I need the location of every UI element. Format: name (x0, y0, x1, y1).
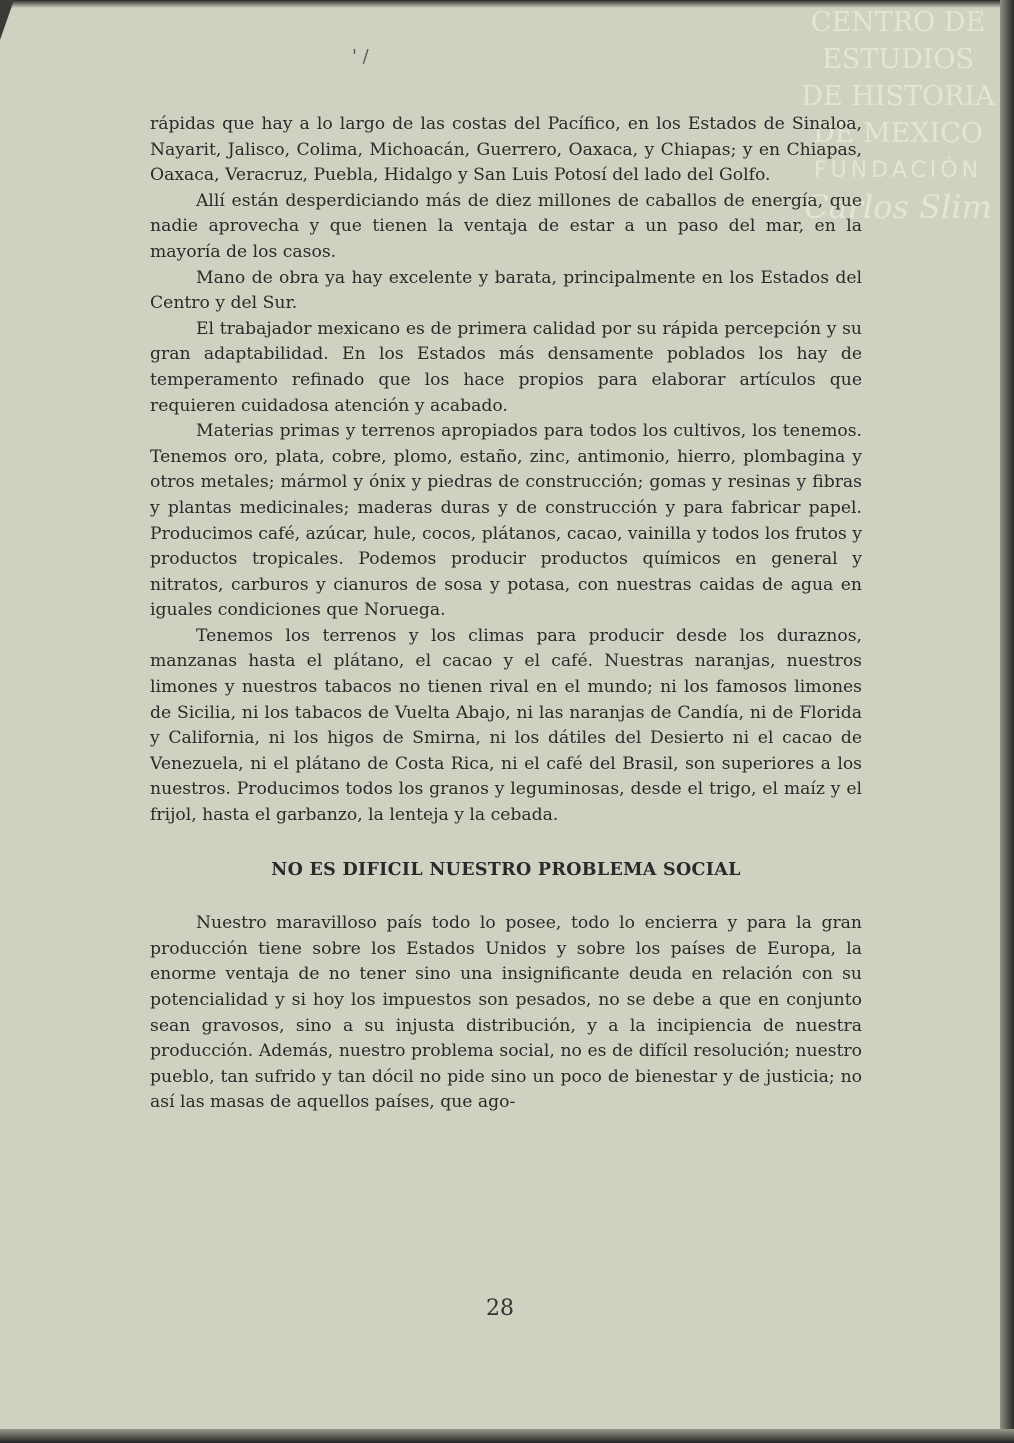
paragraph: Tenemos los terrenos y los climas para producir desde los duraznos, manzanas hasta el plátano, el cacao y el café. Nuestras naranjas, nuestros limones y nuestros tabacos no tienen rival en el mundo; ni los famosos limones de Sicilia, ni los tabacos de Vuelta Abajo, ni las naranjas de Candía, ni de Florida y California, ni los higos de Smirna, ni los dátiles del Desierto ni el cacao de Venezuela, ni el plátano de Costa Rica, ni el café del Brasil, son superiores a los nuestros. Producimos todos los granos y leguminosas, desde el trigo, el maíz y el frijol, hasta el garbanzo, la lenteja y la cebada. (150, 625, 862, 826)
paragraph: El trabajador mexicano es de primera calidad por su rápida percepción y su gran adaptabilidad. En los Estados más densamente poblados los hay de temperamento refinado que los hace propios para elaborar artículos que requieren cuidadosa atención y acabado. (150, 318, 862, 416)
watermark-line: CENTRO DE (810, 7, 986, 38)
page-right-edge (1000, 0, 1014, 1443)
page-bottom-edge (0, 1429, 1014, 1443)
paragraph-continued: rápidas que hay a lo largo de las costas del Pacífico, en los Estados de Sinaloa, Nayarit, Jalisco, Colima, Michoacán, Guerrero, Oaxaca, y Chiapas; y en Chiapas, Oaxaca, Veracruz, Puebla, Hidalgo y San Luis Potosí del lado del Golfo. (150, 114, 862, 186)
paragraph: Mano de obra ya hay excelente y barata, principalmente en los Estados del Centro y del Sur. (150, 267, 862, 314)
watermark-foundation: FUNDACIÓN (813, 158, 983, 183)
page-number: 28 (486, 1296, 514, 1321)
watermark-line: DE MEXICO (813, 118, 983, 149)
watermark-signature: Carlos Slim (804, 188, 992, 226)
section-heading: NO ES DIFICIL NUESTRO PROBLEMA SOCIAL (271, 859, 741, 880)
watermark-line: ESTUDIOS (822, 44, 974, 75)
stray-ink-marks: ' / (352, 46, 369, 67)
paragraph: Materias primas y terrenos apropiados para todos los cultivos, los tenemos. Tenemos oro, plata, cobre, plomo, estaño, zinc, antimonio, hierro, plombagina y otros metales; mármol y ónix y piedras de construcción; gomas y resinas y fibras y plantas medicinales; maderas duras y de construcción y para fabricar papel. Producimos café, azúcar, hule, cocos, plátanos, cacao, vainilla y todos los frutos y productos tropicales. Podemos producir productos químicos en general y nitratos, carburos y cianuros de sosa y potasa, con nuestras caidas de agua en iguales condiciones que Noruega. (150, 421, 862, 621)
paragraph: Nuestro maravilloso país todo lo posee, todo lo encierra y para la gran producción tiene sobre los Estados Unidos y sobre los países de Europa, la enorme ventaja de no tener sino una insignificante deuda en relación con su potencialidad y si hoy los impuestos son pesados, no se debe a que en conjunto sean gravosos, sino a su injusta distribución, y a la incipiencia de nuestra producción. Además, nuestro problema social, no es de difícil resolución; nuestro pueblo, tan sufrido y tan dócil no pide sino un poco de bienestar y de justicia; no así las masas de aquellos países, que ago- (150, 913, 862, 1113)
body-text (150, 112, 862, 1116)
watermark-line: DE HISTORIA (801, 81, 995, 112)
paragraph: Allí están desperdiciando más de diez millones de caballos de energía, que nadie aprovecha y que tienen la ventaja de estar a un paso del mar, en la mayoría de los casos. (150, 190, 862, 262)
page-corner-fold (0, 0, 14, 40)
